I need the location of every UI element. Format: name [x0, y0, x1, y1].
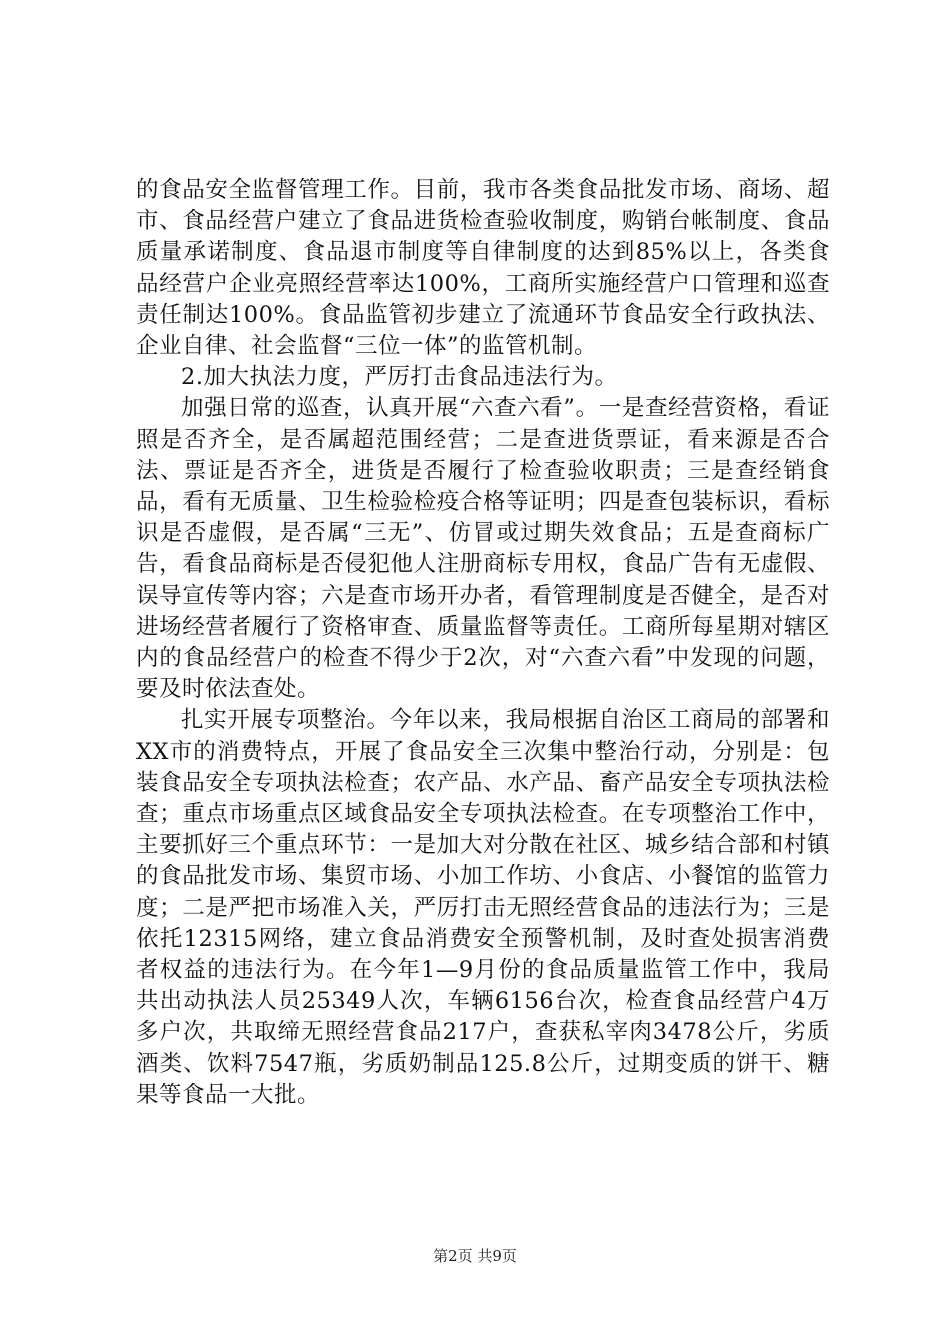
page-footer: 第2页 共9页 — [433, 1247, 517, 1265]
paragraph-special-rectification: 扎实开展专项整治。今年以来，我局根据自治区工商局的部署和XX市的消费特点，开展了食品安全三次集中整治行动，分别是：包装食品安全专项执法检查；农产品、水产品、畜产品安全专项执法检查；重点市场重点区域食品安全专项执法检查。在专项整治工作中，主要抓好三个重点环节：一是加大对分散在社区、城乡结合部和村镇的食品批发市场、集贸市场、小加工作坊、小食店、小餐馆的监管力度；二是严把市场准入关，严厉打击无照经营食品的违法行为；三是依托12315网络，建立食品消费安全预警机制，及时查处损害消费者权益的违法行为。在今年1—9月份的食品质量监管工作中，我局共出动执法人员25349人次，车辆6156台次，检查食品经营户4万多户次，共取缔无照经营食品217户，查获私宰肉3478公斤，劣质酒类、饮料7547瓶，劣质奶制品125.8公斤，过期变质的饼干、糖果等食品一大批。 — [136, 707, 830, 1108]
section-heading: 2.加大执法力度，严厉打击食品违法行为。 — [181, 364, 618, 391]
document-body — [136, 175, 830, 1111]
paragraph-daily-inspection: 加强日常的巡查，认真开展“六查六看”。一是查经营资格，看证照是否齐全，是否属超范围经营；二是查进货票证，看来源是否合法、票证是否齐全，进货是否履行了检查验收职责；三是查经销食品，看有无质量、卫生检验检疫合格等证明；四是查包装标识，看标识是否虚假，是否属“三无”、仿冒或过期失效食品；五是查商标广告，看食品商标是否侵犯他人注册商标专用权，食品广告有无虚假、误导宣传等内容；六是查市场开办者，看管理制度是否健全，是否对进场经营者履行了资格审查、质量监督等责任。工商所每星期对辖区内的食品经营户的检查不得少于2次，对“六查六看”中发现的问题，要及时依法查处。 — [136, 395, 830, 703]
paragraph-continuation: 的食品安全监督管理工作。目前，我市各类食品批发市场、商场、超市、食品经营户建立了食品进货检查验收制度，购销台帐制度、食品质量承诺制度、食品退市制度等自律制度的达到85%以上，各类食品经营户企业亮照经营率达100%，工商所实施经营户口管理和巡查责任制达100%。食品监管初步建立了流通环节食品安全行政执法、企业自律、社会监督“三位一体”的监管机制。 — [136, 177, 830, 360]
